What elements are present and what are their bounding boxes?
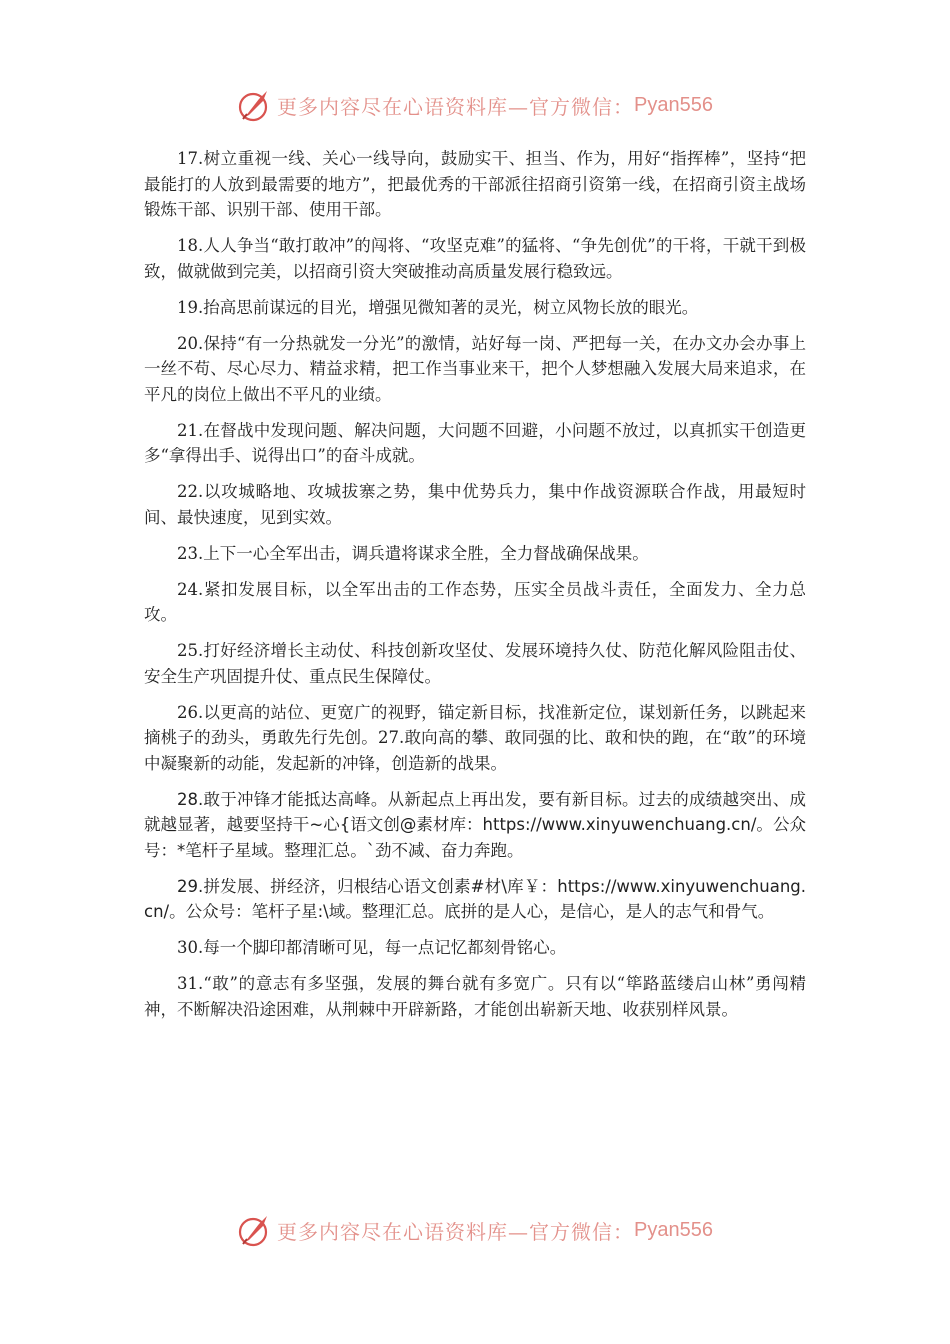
paragraph-24: 24.紧扣发展目标，以全军出击的工作态势，压实全员战斗责任，全面发力、全力总攻。 <box>144 579 806 624</box>
paragraph-17: 17.树立重视一线、关心一线导向，鼓励实干、担当、作为，用好“指挥棒”，坚持“把最能打的人放到最需要的地方”，把最优秀的干部派往招商引资第一线，在招商引资主战场锻炼干部、识别干部、使用干部。 <box>144 149 806 219</box>
paragraph-29: 29.拼发展、拼经济，归根结心语文创素#材\库￥：https://www.xinyuwenchuang.cn/。公众号：笔杆子星:\域。整理汇总。底拼的是人心，是信心，是人的志气和骨气。 <box>144 876 806 921</box>
footer-banner <box>0 1210 950 1250</box>
paragraph-23: 23.上下一心全军出击，调兵遣将谋求全胜，全力督战确保战果。 <box>177 543 649 563</box>
paragraph-31: 31.“敢”的意志有多坚强，发展的舞台就有多宽广。只有以“筚路蓝缕启山林”勇闯精神，不断解决沿途困难，从荆棘中开辟新路，才能创出崭新天地、收获别样风景。 <box>144 974 806 1019</box>
quill-logo-icon <box>237 87 273 123</box>
paragraph-19: 19.抬高思前谋远的目光，增强见微知著的灵光，树立风物长放的眼光。 <box>177 297 699 317</box>
paragraph-25: 25.打好经济增长主动仗、科技创新攻坚仗、发展环境持久仗、防范化解风险阻击仗、安全生产巩固提升仗、重点民生保障仗。 <box>144 641 806 686</box>
paragraph-28: 28.敢于冲锋才能抵达高峰。从新起点上再出发，要有新目标。过去的成绩越突出、成就越显著，越要坚持干~心{语文创@素材库：https://www.xinyuwenchuang.cn/。公众号：*笔杆子星域。整理汇总。`劲不减、奋力奔跑。 <box>144 789 806 860</box>
banner-wechat-id: Pyan556 <box>634 93 713 116</box>
paragraph-22: 22.以攻城略地、攻城拔寨之势，集中优势兵力，集中作战资源联合作战，用最短时间、最快速度，见到实效。 <box>144 482 806 527</box>
paragraph-18: 18.人人争当“敢打敢冲”的闯将、“攻坚克难”的猛将、“争先创优”的干将，干就干到极致，做就做到完美，以招商引资大突破推动高质量发展行稳致远。 <box>144 236 806 281</box>
banner-wechat-id: Pyan556 <box>634 1218 713 1241</box>
banner-text: 更多内容尽在心语资料库—官方微信： <box>277 1219 635 1244</box>
paragraph-30: 30.每一个脚印都清晰可见，每一点记忆都刻骨铭心。 <box>177 938 567 957</box>
document-body <box>144 146 806 1033</box>
quill-logo-icon <box>237 1212 273 1248</box>
paragraph-21: 21.在督战中发现问题、解决问题，大问题不回避，小问题不放过，以真抓实干创造更多“拿得出手、说得出口”的奋斗成就。 <box>144 420 806 465</box>
banner-text: 更多内容尽在心语资料库—官方微信： <box>277 94 635 119</box>
header-banner <box>0 85 950 125</box>
paragraph-26-27: 26.以更高的站位、更宽广的视野，锚定新目标，找准新定位，谋划新任务，以跳起来摘桃子的劲头，勇敢先行先创。27.敢向高的攀、敢同强的比、敢和快的跑，在“敢”的环境中凝聚新的动能，发起新的冲锋，创造新的战果。 <box>144 702 806 773</box>
paragraph-20: 20.保持“有一分热就发一分光”的激情，站好每一岗、严把每一关，在办文办会办事上一丝不苟、尽心尽力、精益求精，把工作当事业来干，把个人梦想融入发展大局来追求，在平凡的岗位上做出不平凡的业绩。 <box>144 333 806 404</box>
